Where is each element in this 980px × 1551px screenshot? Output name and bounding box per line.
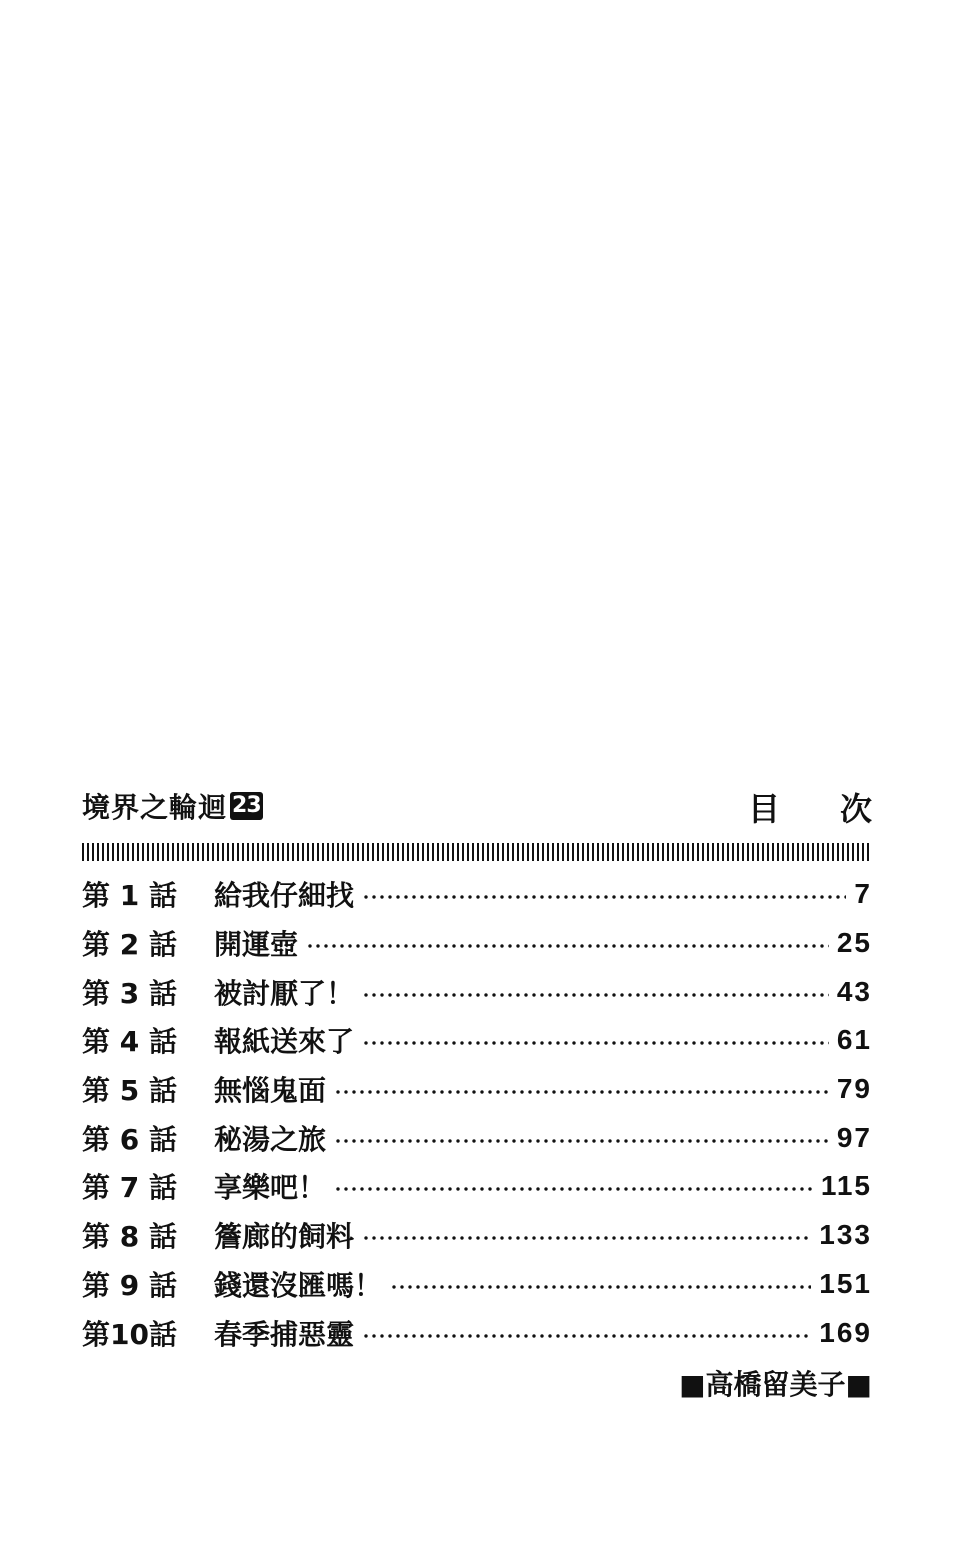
dot-leader xyxy=(306,943,829,949)
chapter-row xyxy=(82,1211,872,1260)
chapter-title: 秘湯之旅 xyxy=(214,1122,327,1156)
dot-leader xyxy=(362,894,846,900)
chapter-number: 第 5 話 xyxy=(82,1074,177,1108)
table-of-contents xyxy=(82,780,872,1401)
dot-leader xyxy=(362,1040,829,1046)
dot-leader xyxy=(334,1186,813,1192)
chapter-page: 97 xyxy=(836,1121,872,1153)
chapter-row xyxy=(82,870,872,919)
chapter-list xyxy=(82,870,872,1357)
dot-leader xyxy=(334,1089,829,1095)
tick-rule-divider xyxy=(82,843,872,861)
dot-leader xyxy=(390,1284,811,1290)
chapter-row xyxy=(82,1260,872,1309)
chapter-title: 享樂吧！ xyxy=(214,1171,327,1205)
chapter-number: 第 6 話 xyxy=(82,1122,177,1156)
chapter-title: 簷廊的飼料 xyxy=(214,1220,355,1254)
chapter-page: 61 xyxy=(836,1024,872,1056)
chapter-page: 43 xyxy=(836,975,872,1007)
book-title-text: 境界之輪迴 xyxy=(82,791,228,824)
chapter-row xyxy=(82,1016,872,1065)
chapter-row xyxy=(82,1308,872,1357)
chapter-page: 151 xyxy=(819,1267,872,1299)
dot-leader xyxy=(362,1333,811,1339)
chapter-row xyxy=(82,919,872,968)
dot-leader xyxy=(362,992,829,998)
chapter-page: 7 xyxy=(854,878,872,910)
author-credit: ■高橋留美子■ xyxy=(679,1368,872,1401)
chapter-number: 第 2 話 xyxy=(82,928,177,962)
chapter-number: 第 3 話 xyxy=(82,976,177,1010)
toc-label-second: 次 xyxy=(839,790,872,828)
chapter-title: 春季捕惡靈 xyxy=(214,1317,355,1351)
chapter-page: 133 xyxy=(819,1219,872,1251)
chapter-number: 第 8 話 xyxy=(82,1220,177,1254)
chapter-title: 無惱鬼面 xyxy=(214,1074,327,1108)
chapter-number: 第 7 話 xyxy=(82,1171,177,1205)
chapter-title: 開運壺 xyxy=(214,928,299,962)
chapter-page: 79 xyxy=(836,1073,872,1105)
chapter-page: 25 xyxy=(836,927,872,959)
dot-leader xyxy=(334,1138,829,1144)
chapter-page: 115 xyxy=(820,1170,872,1202)
chapter-number: 第10話 xyxy=(82,1317,177,1351)
chapter-title: 報紙送來了 xyxy=(214,1025,355,1059)
chapter-row xyxy=(82,1113,872,1162)
toc-header xyxy=(82,780,872,832)
chapter-title: 被討厭了！ xyxy=(214,976,355,1010)
chapter-number: 第 1 話 xyxy=(82,879,177,913)
chapter-row xyxy=(82,967,872,1016)
chapter-title: 錢還沒匯嗎！ xyxy=(214,1268,383,1302)
chapter-row xyxy=(82,1162,872,1211)
chapter-number: 第 9 話 xyxy=(82,1268,177,1302)
volume-badge: 23 xyxy=(232,793,261,818)
chapter-title: 給我仔細找 xyxy=(214,879,355,913)
book-title xyxy=(82,786,263,826)
toc-label xyxy=(748,784,872,830)
dot-leader xyxy=(362,1235,811,1241)
toc-label-first: 目 xyxy=(747,790,780,828)
chapter-row xyxy=(82,1065,872,1114)
chapter-page: 169 xyxy=(819,1316,872,1348)
chapter-number: 第 4 話 xyxy=(82,1025,177,1059)
